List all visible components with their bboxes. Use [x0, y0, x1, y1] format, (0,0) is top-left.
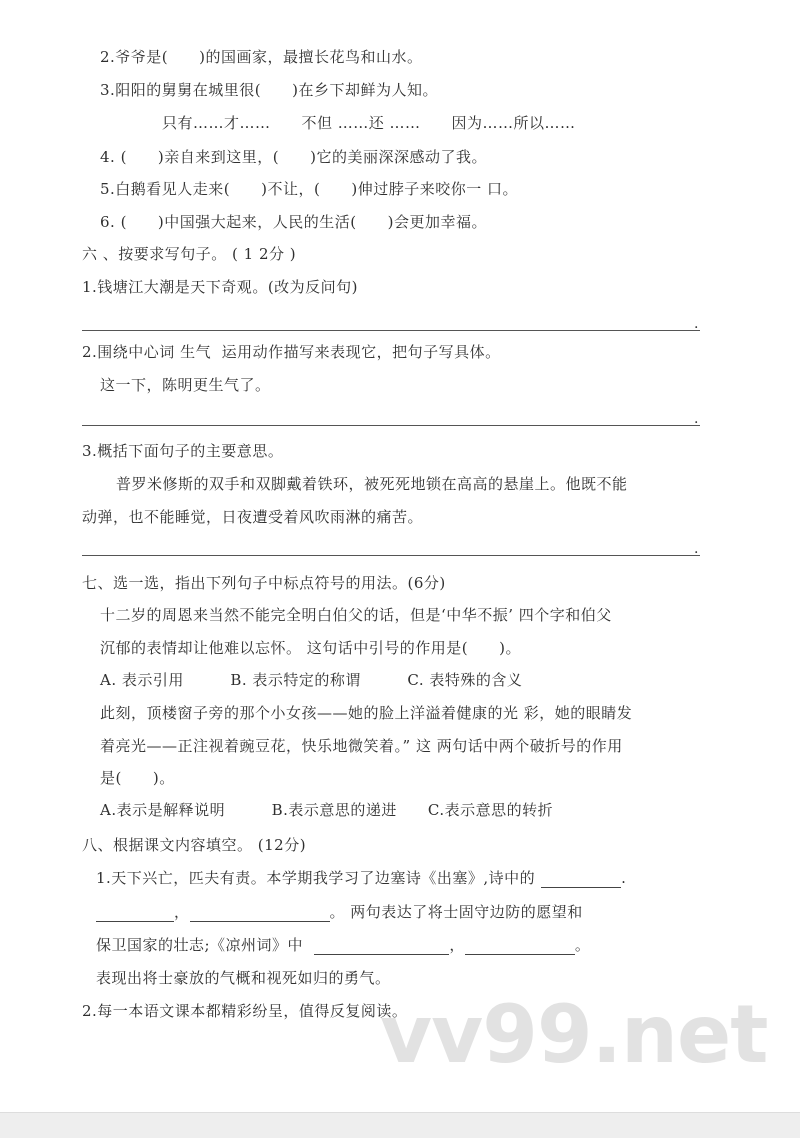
- question-6-3: 3.概括下面句子的主要意思。: [82, 442, 284, 460]
- line-end-mark: .: [694, 541, 699, 557]
- question-8-1: [96, 868, 626, 888]
- fill-blank[interactable]: [314, 938, 449, 955]
- question-5-5: 5.白鹅看见人走来( )不让，( )伸过脖子来咬你一 口。: [100, 180, 518, 198]
- question-6-2-sentence: 这一下，陈明更生气了。: [100, 376, 271, 394]
- line-end-mark: .: [694, 411, 699, 427]
- fill-blank[interactable]: [541, 871, 621, 888]
- answer-options: A.表示是解释说明 B.表示意思的递进 C.表示意思的转折: [100, 801, 554, 819]
- question-5-4: 4. ( )亲自来到这里，( )它的美丽深深感动了我。: [100, 148, 487, 166]
- passage-line: 着亮光——正注视着豌豆花，快乐地微笑着。” 这 两句话中两个破折号的作用: [100, 737, 623, 755]
- conjunction-options: 只有……才…… 不但 ……还 …… 因为……所以……: [162, 114, 576, 132]
- passage-line: 普罗米修斯的双手和双脚戴着铁环，被死死地锁在高高的悬崖上。他既不能: [116, 475, 628, 493]
- punctuation: .: [621, 869, 627, 887]
- question-5-2: 2.爷爷是( )的国画家，最擅长花鸟和山水。: [100, 48, 423, 66]
- passage-line: 是( )。: [100, 769, 175, 787]
- line-end-mark: .: [694, 316, 699, 332]
- question-8-1-line4: 表现出将士豪放的气概和视死如归的勇气。: [96, 969, 391, 987]
- question-8-1-line3: [96, 935, 590, 955]
- question-8-1-text: 。 两句表达了将士固守边防的愿望和: [329, 903, 583, 921]
- passage-line: 十二岁的周恩来当然不能完全明白伯父的话，但是‘中华不振’ 四个字和伯父: [100, 606, 612, 624]
- question-6-1: 1.钱塘江大潮是天下奇观。(改为反问句): [82, 278, 359, 296]
- page-footer-bar: [0, 1112, 800, 1138]
- question-5-3: 3.阳阳的舅舅在城里很( )在乡下却鲜为人知。: [100, 81, 439, 99]
- question-8-1-text: 1.天下兴亡，匹夫有责。本学期我学习了边塞诗《出塞》,诗中的: [96, 869, 536, 887]
- passage-line: 沉郁的表情却让他难以忘怀。 这句话中引号的作用是( )。: [100, 639, 521, 657]
- question-8-1-text: 保卫国家的壮志;《凉州词》中: [96, 936, 309, 954]
- watermark: vv99.net: [380, 988, 768, 1081]
- section-7-heading: 七、选一选，指出下列句子中标点符号的用法。(6分): [82, 574, 446, 592]
- fill-blank[interactable]: [465, 938, 575, 955]
- punctuation: ，: [449, 936, 465, 954]
- punctuation: 。: [574, 936, 591, 954]
- question-8-2: 2.每一本语文课本都精彩纷呈，值得反复阅读。: [82, 1002, 408, 1020]
- question-8-1-line2: [96, 902, 583, 922]
- section-8-heading: 八、根据课文内容填空。 (12分): [82, 836, 307, 854]
- fill-blank[interactable]: [96, 905, 174, 922]
- passage-line: 此刻，顶楼窗子旁的那个小女孩——她的脸上洋溢着健康的光 彩，她的眼睛发: [100, 704, 633, 722]
- punctuation: ，: [174, 903, 190, 921]
- question-6-2: 2.围绕中心词 生气 运用动作描写来表现它，把句子写具体。: [82, 343, 501, 361]
- answer-line[interactable]: [82, 330, 700, 331]
- passage-line: 动弹，也不能睡觉，日夜遭受着风吹雨淋的痛苦。: [82, 508, 424, 526]
- answer-options: A. 表示引用 B. 表示特定的称谓 C. 表特殊的含义: [100, 671, 523, 689]
- section-6-heading: 六 、按要求写句子。 ( 1 2分 ): [82, 245, 297, 263]
- answer-line[interactable]: [82, 555, 700, 556]
- answer-line[interactable]: [82, 425, 700, 426]
- fill-blank[interactable]: [190, 905, 330, 922]
- question-5-6: 6. ( )中国强大起来，人民的生活( )会更加幸福。: [100, 213, 487, 231]
